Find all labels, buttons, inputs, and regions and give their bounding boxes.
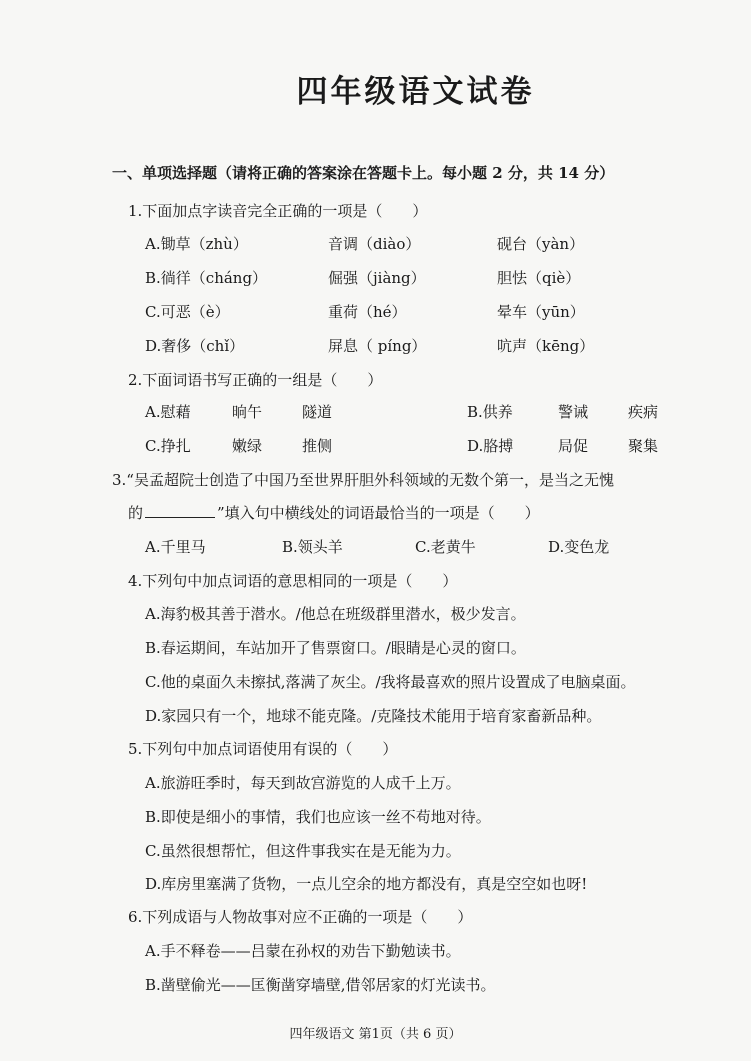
question-2-word: 疾病 bbox=[628, 403, 659, 421]
question-2-word: 局促 bbox=[558, 437, 589, 455]
answer-blank bbox=[145, 502, 215, 518]
question-3-prefix: 的 bbox=[128, 504, 144, 522]
question-2-word: 晌午 bbox=[232, 403, 263, 421]
question-6-option: B.凿壁偷光——匡衡凿穿墙壁,借邻居家的灯光读书。 bbox=[145, 976, 496, 994]
question-3-stem: 3.“吴孟超院士创造了中国乃至世界肝胆外科领域的无数个第一，是当之无愧 bbox=[112, 471, 614, 489]
question-1-option: 屏息（ píng） bbox=[328, 337, 427, 355]
question-2-word: 隧道 bbox=[302, 403, 333, 421]
question-2-word: 警诫 bbox=[558, 403, 589, 421]
question-1-option: A.锄草（zhù） bbox=[145, 235, 248, 253]
question-3-option: C.老黄牛 bbox=[415, 538, 476, 556]
question-2-stem: 2.下面词语书写正确的一组是（ ） bbox=[128, 371, 383, 389]
question-3-option: D.变色龙 bbox=[548, 538, 610, 556]
question-2-word: 聚集 bbox=[628, 437, 659, 455]
question-1-option: C.可恶（è） bbox=[145, 303, 230, 321]
question-2-word: 嫩绿 bbox=[232, 437, 263, 455]
question-4-option: A.海豹极其善于潜水。/他总在班级群里潜水，极少发言。 bbox=[145, 605, 526, 623]
question-2-word: C.挣扎 bbox=[145, 437, 191, 455]
question-3-option: B.领头羊 bbox=[282, 538, 343, 556]
question-4-option: D.家园只有一个，地球不能克隆。/克隆技术能用于培育家畜新品种。 bbox=[145, 707, 602, 725]
question-2-word: 推侧 bbox=[302, 437, 333, 455]
question-2-word: B.供养 bbox=[467, 403, 513, 421]
question-1-option: 倔强（jiàng） bbox=[328, 269, 426, 287]
question-5-option: D.库房里塞满了货物，一点儿空余的地方都没有，真是空空如也呀! bbox=[145, 875, 588, 893]
question-1-option: 砚台（yàn） bbox=[497, 235, 585, 253]
question-3-stem-continued bbox=[128, 502, 540, 523]
question-4-option: B.春运期间，车站加开了售票窗口。/眼睛是心灵的窗口。 bbox=[145, 639, 526, 657]
question-5-stem: 5.下列句中加点词语使用有误的（ ） bbox=[128, 740, 398, 758]
question-3-suffix: ”填入句中横线处的词语最恰当的一项是（ ） bbox=[217, 504, 540, 522]
question-2-word: A.慰藉 bbox=[145, 403, 191, 421]
exam-title: 四年级语文试卷 bbox=[296, 74, 535, 110]
question-3-option: A.千里马 bbox=[145, 538, 206, 556]
question-1-option: 晕车（yūn） bbox=[497, 303, 585, 321]
question-2-word: D.胳搏 bbox=[467, 437, 514, 455]
question-5-option: B.即使是细小的事情，我们也应该一丝不苟地对待。 bbox=[145, 808, 491, 826]
question-1-option: 胆怯（qiè） bbox=[497, 269, 581, 287]
question-1-option: 音调（diào） bbox=[328, 235, 421, 253]
page-footer: 四年级语文 第1页（共 6 页） bbox=[289, 1027, 462, 1042]
section-heading: 一、单项选择题（请将正确的答案涂在答题卡上。每小题 2 分，共 14 分） bbox=[112, 164, 615, 182]
question-4-option: C.他的桌面久未擦拭,落满了灰尘。/我将最喜欢的照片设置成了电脑桌面。 bbox=[145, 673, 636, 691]
question-1-option: D.奢侈（chǐ） bbox=[145, 337, 245, 355]
question-1-option: 重荷（hé） bbox=[328, 303, 407, 321]
question-4-stem: 4.下列句中加点词语的意思相同的一项是（ ） bbox=[128, 572, 458, 590]
question-6-stem: 6.下列成语与人物故事对应不正确的一项是（ ） bbox=[128, 908, 473, 926]
question-1-stem: 1.下面加点字读音完全正确的一项是（ ） bbox=[128, 202, 428, 220]
question-5-option: A.旅游旺季时，每天到故宫游览的人成千上万。 bbox=[145, 774, 461, 792]
question-1-option: 吭声（kēng） bbox=[497, 337, 595, 355]
question-1-option: B.徜徉（cháng） bbox=[145, 269, 268, 287]
question-5-option: C.虽然很想帮忙，但这件事我实在是无能为力。 bbox=[145, 842, 461, 860]
question-6-option: A.手不释卷——吕蒙在孙权的劝告下勤勉读书。 bbox=[145, 942, 461, 960]
